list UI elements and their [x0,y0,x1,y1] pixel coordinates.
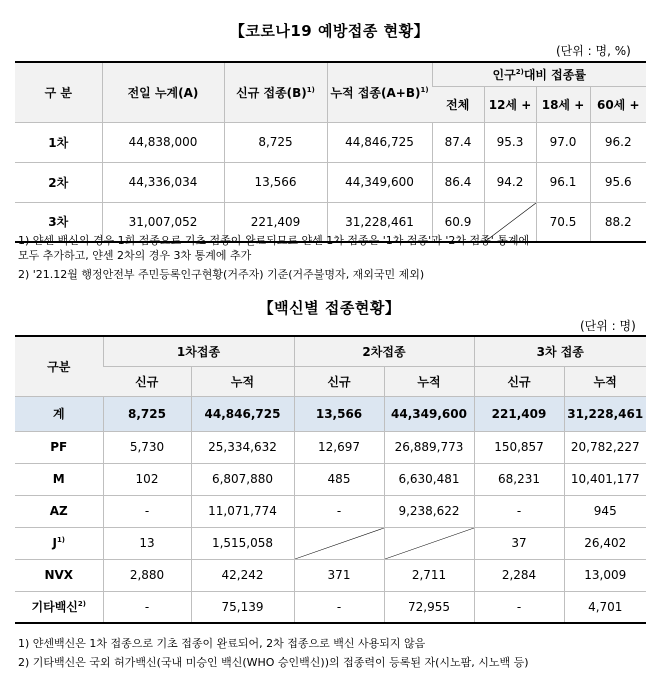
header-12plus: 12세 + [484,86,536,122]
footnote-janssen: 1) 얀센백신은 1차 접종으로 기초 접종이 완료되어, 2차 접종으로 백신 사용되지 않음 [18,637,426,650]
table-row [15,463,646,495]
header-prev-total: 전일 누계(A) [102,62,224,122]
table-row [15,495,646,527]
title-vaccine-type-status: 【백신별 접종현황】 [258,299,401,317]
footnote-other-vaccines: 2) 기타백신은 국외 허가백신(국내 미승인 백신(WHO 승인백신))의 접종력이 등록된 자(시노팜, 시노백 등) [18,656,529,669]
cell-c2: 2,711 [384,559,474,591]
cell-c2: 72,955 [384,591,474,623]
header-cum: 누적 [191,366,294,396]
cell-18: 97.0 [536,122,590,162]
cell-n1: 13 [103,527,191,559]
header-cum: 누적 [564,366,646,396]
cell-n2: 371 [294,559,384,591]
row-label: 1차 [15,122,102,162]
header-gubun: 구분 [15,336,103,396]
footnote-1b: 모두 추가하고, 얀센 2차의 경우 3차 통계에 추가 [18,249,252,262]
header-dose1: 1차접종 [103,336,294,366]
cell-c3: 26,402 [564,527,646,559]
cell-c3: 20,782,227 [564,431,646,463]
cell-c2-empty [384,527,474,559]
cell-n1: 102 [103,463,191,495]
cell-c3: 31,228,461 [564,396,646,431]
header-all: 전체 [432,86,484,122]
cell-all: 60.9 [432,202,484,242]
cell-prev: 31,007,052 [102,202,224,242]
cell-n1: - [103,591,191,623]
cell-new: 8,725 [224,122,327,162]
footnote-2: 2) '21.12월 행정안전부 주민등록인구현황(거주자) 기준(거주불명자, 재외국민 제외) [18,268,425,281]
cell-n1: 2,880 [103,559,191,591]
cell-prev: 44,336,034 [102,162,224,202]
cell-c1: 6,807,880 [191,463,294,495]
cell-c3: 945 [564,495,646,527]
header-cumulative: 누적 접종$(A+B)^{1)}$ [327,62,432,122]
cell-new: 221,409 [224,202,327,242]
cell-new: 13,566 [224,162,327,202]
total-row [15,396,646,431]
header-new: 신규 접종$(B)^{1)}$ [224,62,327,122]
cell-n3: 68,231 [474,463,564,495]
row-label: 2차 [15,162,102,202]
cell-all: 86.4 [432,162,484,202]
cell-n2-empty [294,527,384,559]
cell-c1: 42,242 [191,559,294,591]
cell-12: 94.2 [484,162,536,202]
row-label: $J^{1)}$ [15,527,103,559]
cell-c1: 25,334,632 [191,431,294,463]
header-dose2: 2차접종 [294,336,474,366]
cell-n3: - [474,591,564,623]
cell-60: 88.2 [590,202,646,242]
cell-c2: 9,238,622 [384,495,474,527]
cell-c1: 44,846,725 [191,396,294,431]
header-new: 신규 [474,366,564,396]
header-gubun: 구 분 [15,62,102,122]
cell-cum: 31,228,461 [327,202,432,242]
row-label: AZ [15,495,103,527]
cell-c1: 1,515,058 [191,527,294,559]
diagonal-line [385,528,474,559]
table-row [15,591,646,623]
row-label: 3차 [15,202,102,242]
table-row [15,162,646,202]
cell-cum: 44,846,725 [327,122,432,162]
header-60plus: 60세 + [590,86,646,122]
diagonal-line [295,528,384,559]
cell-c3: 10,401,177 [564,463,646,495]
vaccine-type-table [15,335,646,624]
cell-c1: 11,071,774 [191,495,294,527]
unit-label-2: (단위 : 명) [580,319,636,333]
vaccination-status-table [15,61,646,243]
title-vaccination-status: 【코로나19 예방접종 현황】 [229,22,430,40]
table-row [15,431,646,463]
cell-cum: 44,349,600 [327,162,432,202]
header-new: 신규 [294,366,384,396]
table-row [15,527,646,559]
unit-label-1: (단위 : 명, %) [556,44,631,58]
cell-c2: 44,349,600 [384,396,474,431]
cell-c3: 4,701 [564,591,646,623]
header-18plus: 18세 + [536,86,590,122]
cell-all: 87.4 [432,122,484,162]
header-new: 신규 [103,366,191,396]
cell-n1: 5,730 [103,431,191,463]
cell-n3: 221,409 [474,396,564,431]
table-row [15,122,646,162]
cell-prev: 44,838,000 [102,122,224,162]
row-label: M [15,463,103,495]
cell-c3: 13,009 [564,559,646,591]
cell-n3: - [474,495,564,527]
table-row [15,559,646,591]
row-label: 기타백신$^{2)}$ [15,591,103,623]
cell-n1: 8,725 [103,396,191,431]
row-label: PF [15,431,103,463]
cell-18: 96.1 [536,162,590,202]
header-cum: 누적 [384,366,474,396]
row-label: 계 [15,396,103,431]
cell-n3: 150,857 [474,431,564,463]
cell-n3: 2,284 [474,559,564,591]
cell-n2: - [294,591,384,623]
cell-12: 95.3 [484,122,536,162]
cell-18: 70.5 [536,202,590,242]
cell-n2: 485 [294,463,384,495]
header-dose3: 3차 접종 [474,336,646,366]
row-label: NVX [15,559,103,591]
cell-n1: - [103,495,191,527]
cell-n2: - [294,495,384,527]
cell-n2: 12,697 [294,431,384,463]
cell-c2: 6,630,481 [384,463,474,495]
footnote-1a: 1) 얀센 백신의 경우 1회 접종으로 기초 접종이 완료되므로 얀센 1차 접종은 '1차 접종'과 '2차 접종' 통계에 [18,234,530,247]
cell-c2: 26,889,773 [384,431,474,463]
cell-60: 96.2 [590,122,646,162]
cell-60: 95.6 [590,162,646,202]
cell-n3: 37 [474,527,564,559]
cell-c1: 75,139 [191,591,294,623]
header-rate: 인구$^{2)}$대비 접종률 [432,62,646,86]
cell-n2: 13,566 [294,396,384,431]
